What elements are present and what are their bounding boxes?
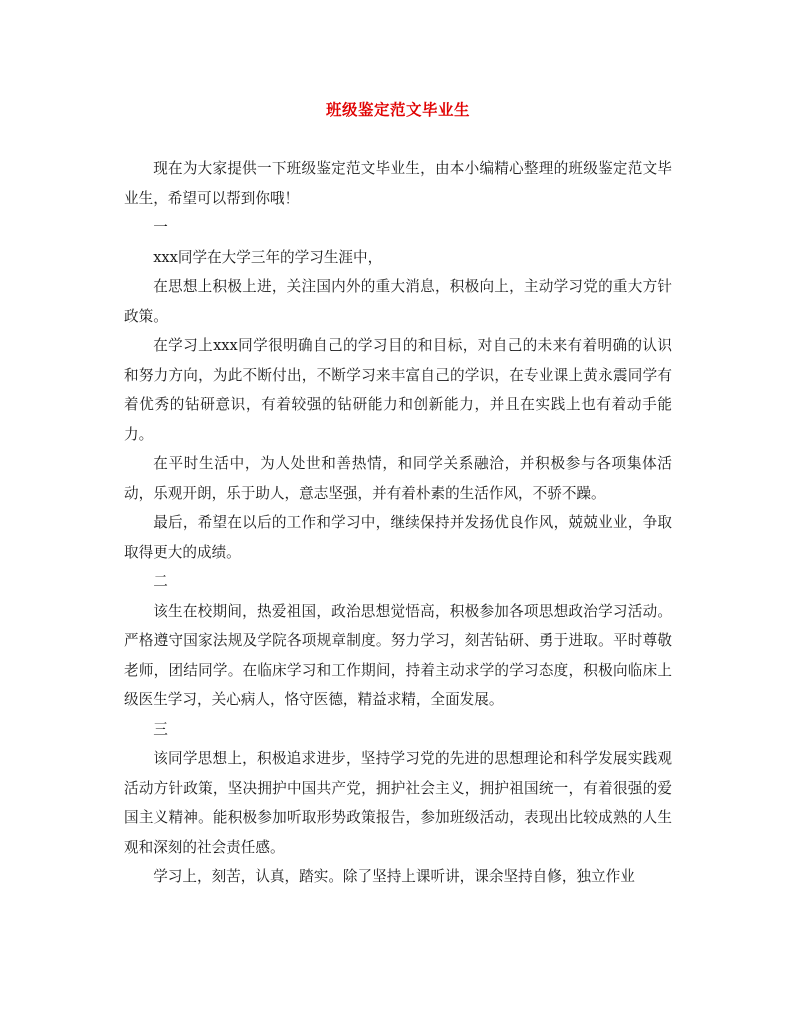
paragraph: 该同学思想上，积极追求进步，坚持学习党的先进的思想理论和科学发展实践观活动方针政策，坚决拥护中国共产党，拥护社会主义，拥护祖国统一，有着很强的爱国主义精神。能积极参加听取形势政策报告，参加班级活动，表现出比较成熟的人生观和深刻的社会责任感。: [124, 750, 672, 856]
paragraph: 学习上，刻苦，认真，踏实。除了坚持上课听讲，课余坚持自修，独立作业: [153, 868, 635, 885]
paragraph-intro: 现在为大家提供一下班级鉴定范文毕业生，由本小编精心整理的班级鉴定范文毕业生，希望可以帮到你哦！: [124, 160, 672, 207]
paragraph: 在思想上积极上进，关注国内外的重大消息，积极向上，主动学习党的重大方针政策。: [124, 278, 672, 325]
section-heading-1: 一: [153, 219, 168, 236]
paragraph: xxx同学在大学三年的学习生涯中，: [153, 248, 383, 266]
section-heading-2: 二: [153, 573, 168, 590]
paragraph: 在学习上xxx同学很明确自己的学习目的和目标，对自己的未来有着明确的认识和努力方向，为此不断付出，不断学习来丰富自己的学识，在专业课上黄永震同学有着优秀的钻研意识，有着较强的钻研能力和创新能力，并且在实践上也有着动手能力。: [124, 337, 672, 443]
section-heading-3: 三: [153, 720, 168, 738]
document-page: [124, 96, 672, 892]
document-title: 班级鉴定范文毕业生: [325, 100, 470, 119]
paragraph: 最后，希望在以后的工作和学习中，继续保持并发扬优良作风，兢兢业业，争取取得更大的成绩。: [124, 514, 672, 561]
paragraph: 该生在校期间，热爱祖国，政治思想觉悟高，积极参加各项思想政治学习活动。严格遵守国家法规及学院各项规章制度。努力学习，刻苦钻研、勇于进取。平时尊敬老师，团结同学。在临床学习和工作期间，持着主动求学的学习态度，积极向临床上级医生学习，关心病人，恪守医德，精益求精，全面发展。: [124, 602, 672, 708]
paragraph: 在平时生活中，为人处世和善热情，和同学关系融洽，并积极参与各项集体活动，乐观开朗，乐于助人，意志坚强，并有着朴素的生活作风，不骄不躁。: [124, 455, 672, 502]
